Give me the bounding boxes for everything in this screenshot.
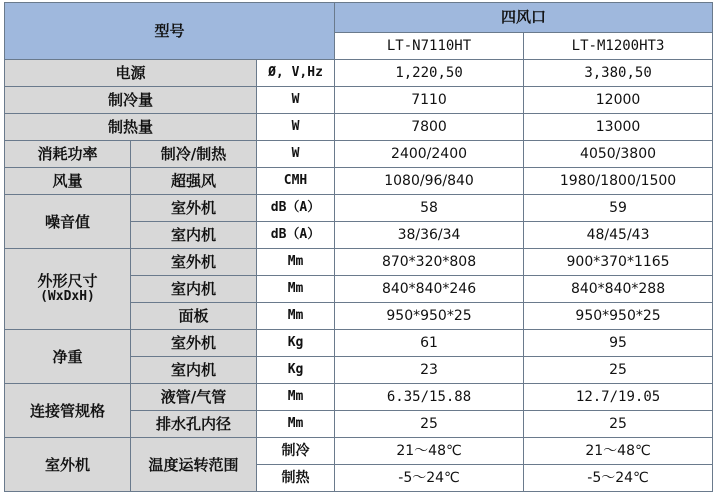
table-row: [5, 87, 713, 114]
row-unit: Mm: [257, 249, 335, 276]
row-sublabel: 室内机: [131, 276, 257, 303]
row-label: 噪音值: [5, 195, 131, 249]
row-unit: W: [257, 141, 335, 168]
row-sublabel: 液管/气管: [131, 384, 257, 411]
value-2: 12000: [524, 87, 713, 114]
group-header: 四风口: [335, 3, 713, 33]
table-row: [5, 384, 713, 411]
table-row: [5, 60, 713, 87]
value-1: 950*950*25: [335, 303, 524, 330]
value-1: 7110: [335, 87, 524, 114]
row-label: 制热量: [5, 114, 257, 141]
model-name-2: LT-M1200HT3: [524, 32, 713, 59]
table-row: [5, 249, 713, 276]
row-sublabel: 排水孔内径: [131, 411, 257, 438]
model-name-1: LT-N7110HT: [335, 32, 524, 59]
row-sublabel: 室外机: [131, 249, 257, 276]
row-unit: Kg: [257, 330, 335, 357]
value-2: 25: [524, 357, 713, 384]
row-sublabel: 超强风: [131, 168, 257, 195]
row-unit: W: [257, 87, 335, 114]
row-mode: 制冷: [257, 438, 335, 465]
table-row: [5, 114, 713, 141]
row-label: 制冷量: [5, 87, 257, 114]
value-2: 59: [524, 195, 713, 222]
row-sublabel: 室外机: [131, 195, 257, 222]
row-label: 消耗功率: [5, 141, 131, 168]
value-1: 25: [335, 411, 524, 438]
value-2: 48/45/43: [524, 222, 713, 249]
row-label-secondary: (WxDxH): [40, 289, 95, 304]
table-row: [5, 141, 713, 168]
value-1: 23: [335, 357, 524, 384]
row-unit: W: [257, 114, 335, 141]
value-1: 21～48℃: [335, 438, 524, 465]
value-2: 21～48℃: [524, 438, 713, 465]
value-2: 25: [524, 411, 713, 438]
row-label-group: [5, 249, 131, 330]
row-unit: Mm: [257, 384, 335, 411]
value-2: 95: [524, 330, 713, 357]
row-label: 净重: [5, 330, 131, 384]
row-unit: Ø, V,Hz: [257, 60, 335, 87]
value-2: 4050/3800: [524, 141, 713, 168]
row-sublabel: 室内机: [131, 357, 257, 384]
row-unit: Mm: [257, 276, 335, 303]
value-2: 950*950*25: [524, 303, 713, 330]
row-unit: dB（A）: [257, 222, 335, 249]
row-sublabel: 室内机: [131, 222, 257, 249]
table-row: [5, 330, 713, 357]
value-1: 58: [335, 195, 524, 222]
value-1: 1080/96/840: [335, 168, 524, 195]
row-label: 连接管规格: [5, 384, 131, 438]
spec-table: [4, 2, 713, 492]
row-sublabel: 制冷/制热: [131, 141, 257, 168]
row-unit: dB（A）: [257, 195, 335, 222]
value-2: 900*370*1165: [524, 249, 713, 276]
row-sublabel: 面板: [131, 303, 257, 330]
row-label: 风量: [5, 168, 131, 195]
table-row: [5, 438, 713, 465]
row-unit: CMH: [257, 168, 335, 195]
value-1: 840*840*246: [335, 276, 524, 303]
row-mode: 制热: [257, 465, 335, 492]
value-2: 12.7/19.05: [524, 384, 713, 411]
row-label: 外形尺寸: [37, 272, 98, 290]
table-row: [5, 168, 713, 195]
value-1: 1,220,50: [335, 60, 524, 87]
value-1: -5～24℃: [335, 465, 524, 492]
value-2: 3,380,50: [524, 60, 713, 87]
value-2: 840*840*288: [524, 276, 713, 303]
row-sublabel: 室外机: [131, 330, 257, 357]
header-row: [5, 3, 713, 33]
value-2: 13000: [524, 114, 713, 141]
value-1: 38/36/34: [335, 222, 524, 249]
value-1: 2400/2400: [335, 141, 524, 168]
value-2: 1980/1800/1500: [524, 168, 713, 195]
value-1: 870*320*808: [335, 249, 524, 276]
row-label: 电源: [5, 60, 257, 87]
row-unit: Kg: [257, 357, 335, 384]
value-2: -5～24℃: [524, 465, 713, 492]
value-1: 6.35/15.88: [335, 384, 524, 411]
table-row: [5, 195, 713, 222]
row-unit: Mm: [257, 411, 335, 438]
row-label: 室外机: [5, 438, 131, 492]
value-1: 61: [335, 330, 524, 357]
row-sublabel: 温度运转范围: [131, 438, 257, 492]
value-1: 7800: [335, 114, 524, 141]
row-unit: Mm: [257, 303, 335, 330]
model-header: 型号: [5, 3, 335, 60]
